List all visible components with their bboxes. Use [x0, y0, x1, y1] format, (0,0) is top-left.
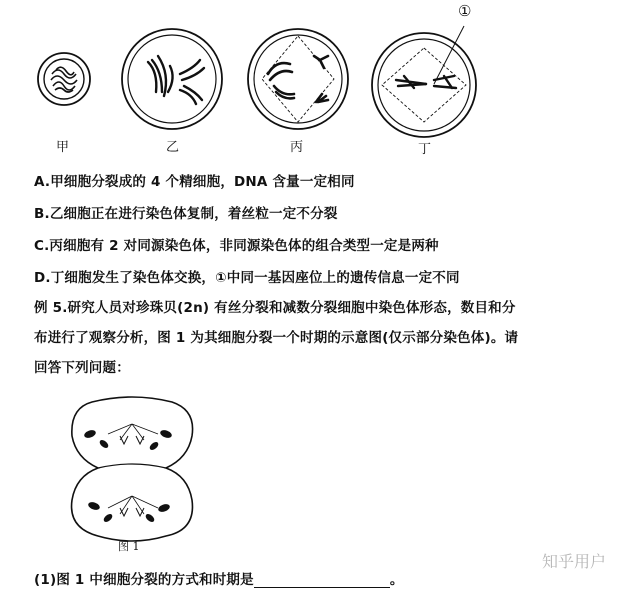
label-ding: 丁	[418, 142, 432, 157]
cell-jia	[38, 53, 90, 105]
answer-blank[interactable]	[254, 573, 390, 588]
option-d: D.丁细胞发生了染色体交换，①中同一基因座位上的遗传信息一定不同	[34, 270, 460, 286]
cell-yi	[122, 29, 222, 129]
example-line-1: 例 5.研究人员对珍珠贝(2n) 有丝分裂和减数分裂细胞中染色体形态，数目和分	[34, 300, 516, 316]
cells-svg	[20, 0, 500, 160]
figure-1	[62, 396, 202, 556]
example-line-2: 布进行了观察分析，图 1 为其细胞分裂一个时期的示意图(仅示部分染色体)。请	[34, 330, 519, 346]
option-b: B.乙细胞正在进行染色体复制，着丝粒一定不分裂	[34, 206, 338, 222]
cell-bing	[248, 29, 348, 129]
option-c: C.丙细胞有 2 对同源染色体，非同源染色体的组合类型一定是两种	[34, 238, 439, 254]
cell-ding	[372, 26, 476, 137]
question-1	[34, 568, 404, 588]
figure-1-svg	[62, 396, 202, 546]
label-jia: 甲	[56, 140, 70, 155]
figure-1-caption: 图 1	[118, 540, 140, 553]
question-1-end: 。	[389, 572, 404, 588]
marker-1: ①	[458, 2, 472, 20]
option-a: A.甲细胞分裂成的 4 个精细胞，DNA 含量一定相同	[34, 174, 355, 190]
watermark: 知乎用户	[541, 552, 606, 571]
cell-division-figure	[20, 0, 500, 160]
label-bing: 丙	[290, 140, 304, 155]
example-line-3: 回答下列问题：	[34, 360, 130, 376]
label-yi: 乙	[166, 140, 180, 155]
question-1-text: (1)图 1 中细胞分裂的方式和时期是	[34, 572, 254, 588]
